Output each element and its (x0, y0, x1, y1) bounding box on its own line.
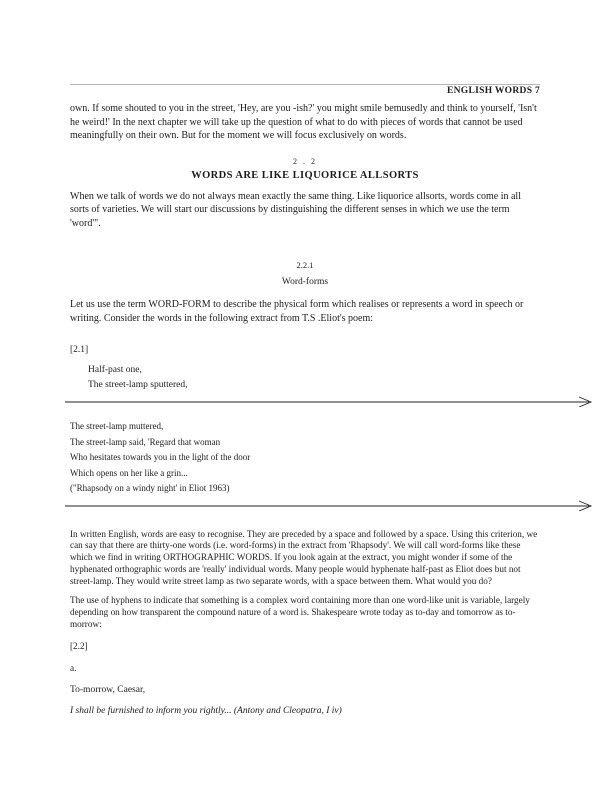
paragraph-section: When we talk of words we do not always mean exactly the same thing. Like liquorice allsorts, words come in all sorts of varieties. We will start our discussions by distinguishing the different senses in which we use the term 'word'". (70, 190, 521, 229)
paragraph-orthographic-words: In written English, words are easy to recognise. They are preceded by a space and followed by a space. Using this criterion, we can say that there are thirty-one words (i.e. word-forms) in the extract from 'Rhapsody'. We will call word-forms like these which we find in writing ORTHOGRAPHIC WORDS. If you look again at the extract, you might wonder if some of the hyphenated orthographic words are 'really' individual words. Many people would hyphenate half-past as Eliot does but not street-lamp. They would write street lamp as two separate words, with a space between them. What would you do? (70, 528, 538, 586)
running-head: ENGLISH WORDS 7 (446, 86, 540, 96)
header-rule (70, 84, 540, 85)
section-number: 2 . 2 (293, 156, 317, 166)
poem-extract-continued (70, 419, 540, 497)
example-label-2-2: [2.2] (70, 640, 88, 651)
poem-line: Which opens on her like a grin... (70, 467, 188, 478)
poem-line: Half-past one, (88, 365, 142, 375)
paragraph-wordforms: Let us use the term WORD-FORM to describe the physical form which realises or represents a word in speech or writing. Consider the words in the following extract from T.S .Eliot's poem: (70, 299, 524, 324)
example-item-letter: a. (70, 662, 77, 673)
subsection-title: Word-forms (281, 277, 329, 287)
arrow-right-icon (65, 395, 595, 407)
arrow-annotation-bottom (70, 499, 540, 511)
quote-line: To-morrow, Caesar, (70, 684, 146, 695)
poem-citation: ("Rhapsody on a windy night' in Eliot 1963) (70, 483, 230, 493)
poem-line: The street-lamp said, 'Regard that woman (70, 436, 221, 447)
page-content (70, 0, 540, 716)
section-title: WORDS ARE LIKE LIQUORICE ALLSORTS (191, 169, 419, 181)
paragraph-intro: own. If some shouted to you in the street, 'Hey, are you -ish?' you might smile bemusedly and think to yourself, 'Isn't he weird!' In the next chapter we will take up the question of what to do with pieces of words that cannot be used meaningfully on their own. But for the moment we will focus exclusively on words. (70, 103, 537, 141)
poem-extract-indented (88, 363, 540, 393)
example-label-2-1: [2.1] (70, 345, 89, 355)
poem-line: The street-lamp sputtered, (88, 380, 188, 390)
arrow-right-icon (65, 499, 595, 511)
paragraph-hyphens: The use of hyphens to indicate that something is a complex word containing more than one word-like unit is variable, largely depending on how transparent the compound nature of a word is. Shakespeare wrote today as to-day and tomorrow as to-morrow: (70, 595, 530, 630)
arrow-annotation-top (70, 395, 540, 407)
quote-attribution: I shall be furnished to inform you rightly... (Antony and Cleopatra, I iv) (70, 705, 342, 716)
poem-line: The street-lamp muttered, (70, 421, 164, 431)
subsection-number: 2.2.1 (296, 260, 314, 270)
poem-line: Who hesitates towards you in the light of the door (70, 452, 251, 462)
